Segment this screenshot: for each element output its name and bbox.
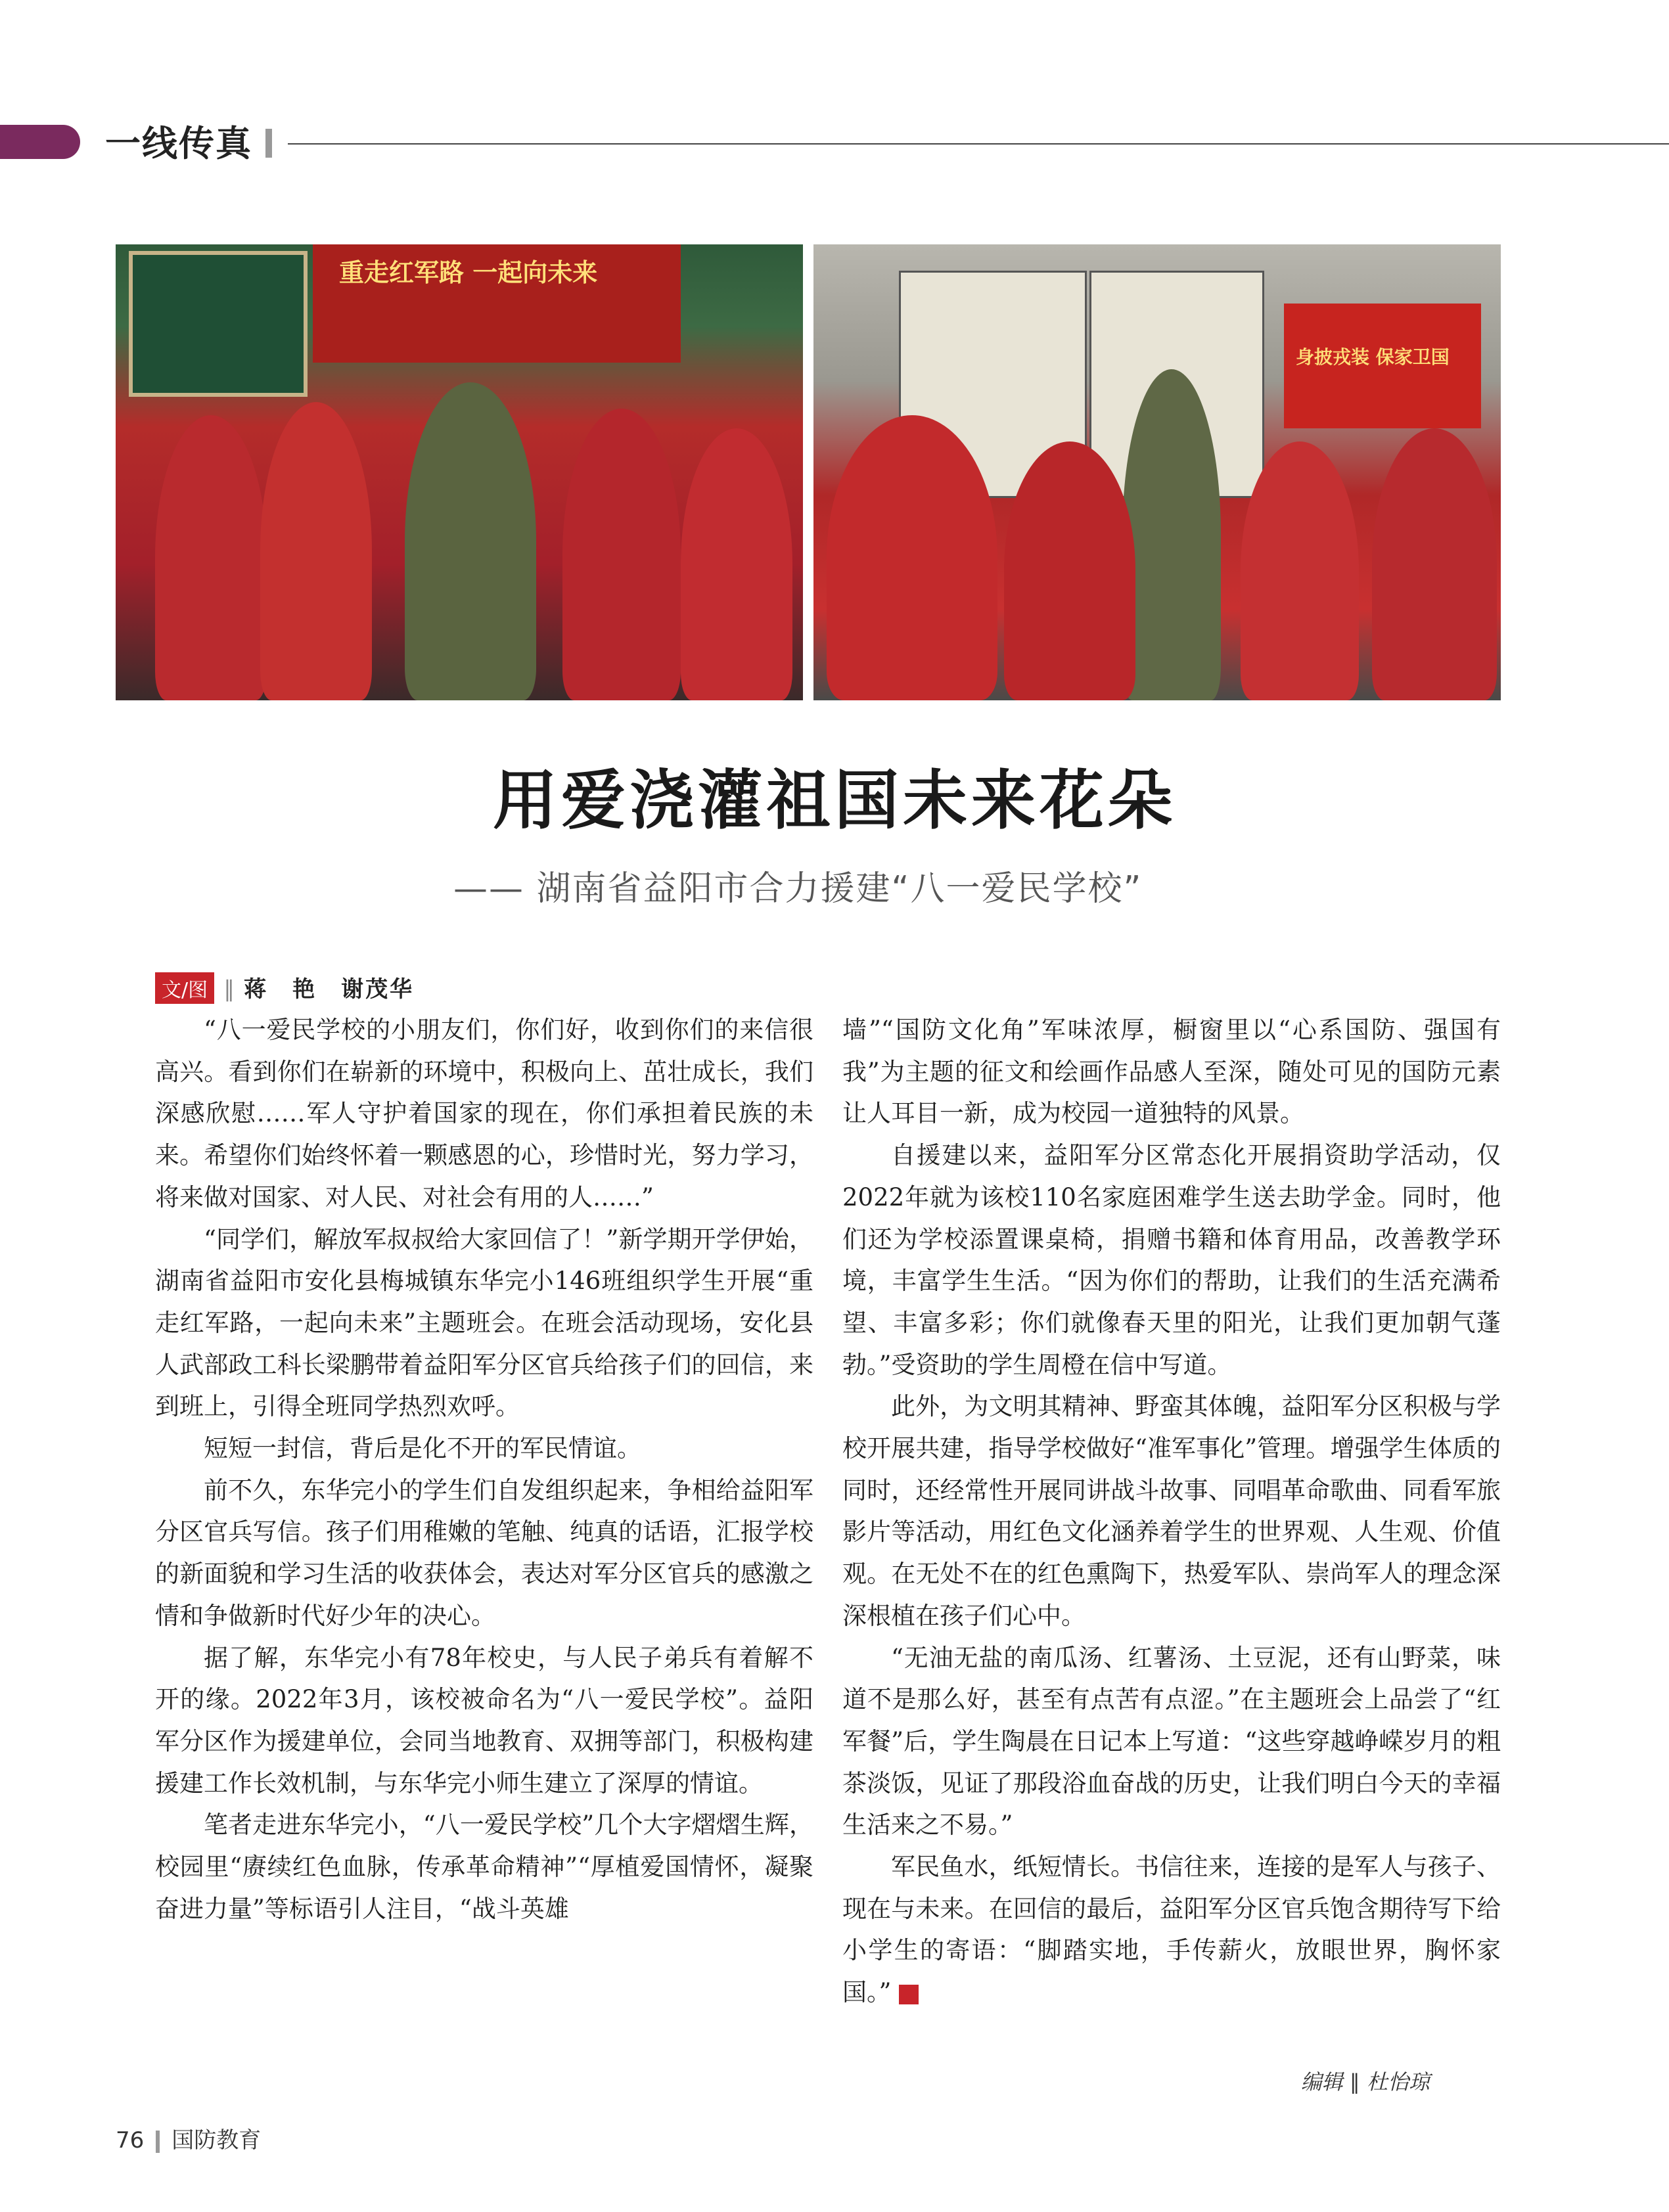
byline-authors: 蒋 艳 谢茂华 bbox=[244, 976, 415, 1003]
article-title: 用爱浇灌祖国未来花朵 bbox=[492, 763, 1176, 838]
article-paragraph-text: 军民鱼水，纸短情长。书信往来，连接的是军人与孩子、现在与未来。在回信的最后，益阳军分区官兵饱含期待写下给小学生的寄语：“脚踏实地，手传薪火，放眼世界，胸怀家国。” bbox=[842, 1853, 1501, 2007]
page-number: 76 bbox=[116, 2127, 145, 2154]
soldier-figure bbox=[405, 382, 536, 700]
footer-divider bbox=[156, 2131, 160, 2153]
article-paragraph: 自援建以来，益阳军分区常态化开展捐资助学活动，仅2022年就为该校110名家庭困难学生送去助学金。同时，他们还为学校添置课桌椅，捐赠书籍和体育用品，改善教学环境，丰富学生生活。“因为你们的帮助，让我们的生活充满希望、丰富多彩；你们就像春天里的阳光，让我们更加朝气蓬勃。”受资助的学生周橙在信中写道。 bbox=[842, 1141, 1501, 1379]
photo-classroom-soldier bbox=[116, 244, 803, 700]
photo-culture-wall bbox=[813, 244, 1501, 700]
student-figure bbox=[155, 415, 267, 700]
article-column-right bbox=[842, 1009, 1501, 2014]
article-paragraph: 墙”“国防文化角”军味浓厚，橱窗里以“心系国防、强国有我”为主题的征文和绘画作品感人至深，随处可见的国防元素让人耳目一新，成为校园一道独特的风景。 bbox=[842, 1016, 1501, 1128]
soldier-figure bbox=[1122, 369, 1221, 700]
byline-separator: ∥ bbox=[223, 976, 235, 1003]
magazine-name: 国防教育 bbox=[171, 2127, 262, 2154]
article-paragraph: “八一爱民学校的小朋友们，你们好，收到你们的来信很高兴。看到你们在崭新的环境中，积极向上、茁壮成长，我们深感欣慰……军人守护着国家的现在，你们承担着民族的未来。希望你们始终怀着一颗感恩的心，珍惜时光，努力学习，将来做对国家、对人民、对社会有用的人……” bbox=[155, 1016, 813, 1211]
student-figure bbox=[1004, 441, 1135, 700]
classroom-banner-text: 重走红军路 一起向未来 bbox=[339, 258, 598, 287]
student-figure bbox=[1241, 441, 1359, 700]
article-column-left bbox=[155, 1009, 813, 1930]
article-paragraph: “同学们，解放军叔叔给大家回信了！”新学期开学伊始，湖南省益阳市安化县梅城镇东华完小146班组织学生开展“重走红军路，一起向未来”主题班会。在班会活动现场，安化县人武部政工科长梁鹏带着益阳军分区官兵给孩子们的回信，来到班上，引得全班同学热烈欢呼。 bbox=[155, 1225, 813, 1421]
section-label: 一线传真 bbox=[105, 123, 252, 164]
chalkboard bbox=[129, 251, 308, 397]
page-footer bbox=[116, 2122, 261, 2154]
end-mark-icon: G bbox=[899, 1985, 919, 2004]
article-paragraph: “无油无盐的南瓜汤、红薯汤、土豆泥，还有山野菜，味道不是那么好，甚至有点苦有点涩。”在主题班会上品尝了“红军餐”后，学生陶晨在日记本上写道：“这些穿越峥嵘岁月的粗茶淡饭，见证了那段浴血奋战的历史，让我们明白今天的幸福生活来之不易。” bbox=[842, 1643, 1501, 1840]
wall-slogan-text: 身披戎装 保家卫国 bbox=[1296, 346, 1450, 368]
section-tab-decoration bbox=[0, 125, 80, 159]
article-paragraph: 此外，为文明其精神、野蛮其体魄，益阳军分区积极与学校开展共建，指导学校做好“准军事化”管理。增强学生体质的同时，还经常性开展同讲战斗故事、同唱革命歌曲、同看军旅影片等活动，用红色文化涵养着学生的世界观、人生观、价值观。在无处不在的红色熏陶下，热爱军队、崇尚军人的理念深深根植在孩子们心中。 bbox=[842, 1392, 1501, 1630]
article-paragraph: 短短一封信，背后是化不开的军民情谊。 bbox=[204, 1434, 641, 1463]
section-divider-bar bbox=[265, 129, 272, 158]
student-figure bbox=[260, 402, 372, 700]
student-figure bbox=[681, 428, 792, 700]
article-paragraph-last bbox=[842, 1846, 1501, 2014]
section-rule bbox=[288, 143, 1669, 145]
student-figure bbox=[1372, 428, 1497, 700]
wall-slogan bbox=[1284, 304, 1481, 428]
classroom-banner bbox=[313, 244, 681, 363]
byline bbox=[155, 971, 414, 1004]
article-paragraph: 据了解，东华完小有78年校史，与人民子弟兵有着解不开的缘。2022年3月，该校被命名为“八一爱民学校”。益阳军分区作为援建单位，会同当地教育、双拥等部门，积极构建援建工作长效机制，与东华完小师生建立了深厚的情谊。 bbox=[155, 1643, 813, 1797]
article-subtitle: —— 湖南省益阳市合力援建“八一爱民学校” bbox=[453, 869, 1143, 909]
student-figure bbox=[562, 409, 681, 700]
student-figure bbox=[827, 415, 997, 700]
byline-tag: 文/图 bbox=[155, 972, 214, 1004]
article-paragraph: 笔者走进东华完小，“八一爱民学校”几个大字熠熠生辉，校园里“赓续红色血脉，传承革命精神”“厚植爱国情怀，凝聚奋进力量”等标语引人注目，“战斗英雄 bbox=[155, 1811, 813, 1923]
editor-credit: 编辑 ∥ 杜怡琼 bbox=[1300, 2069, 1430, 2094]
article-paragraph: 前不久，东华完小的学生们自发组织起来，争相给益阳军分区官兵写信。孩子们用稚嫩的笔触、纯真的话语，汇报学校的新面貌和学习生活的收获体会，表达对军分区官兵的感激之情和争做新时代好少年的决心。 bbox=[155, 1476, 813, 1630]
